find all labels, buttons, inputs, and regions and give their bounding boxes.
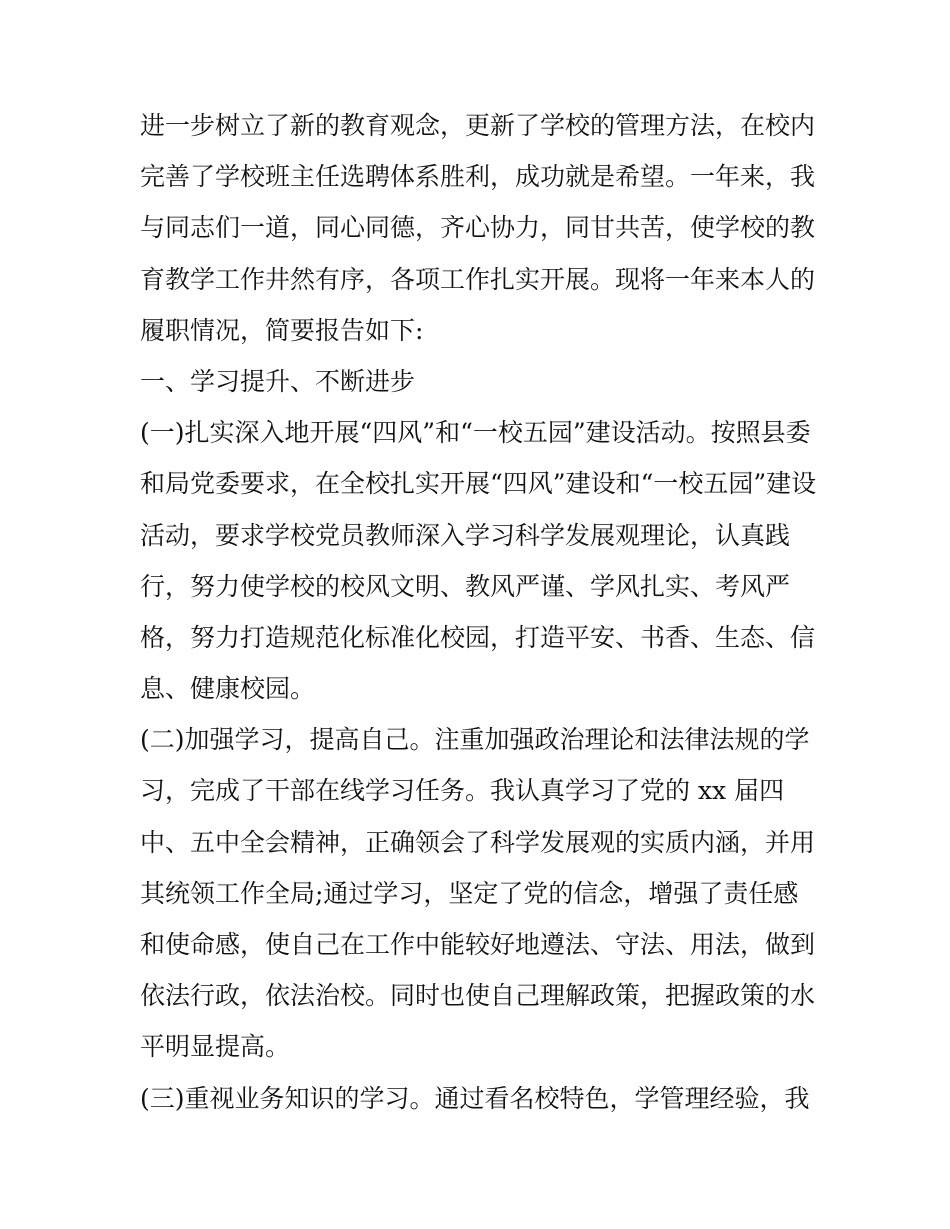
section-heading: 一、学习提升、不断进步 bbox=[140, 366, 416, 396]
text-line: 依法行政，依法治校。同时也使自己理解政策，把握政策的水 bbox=[140, 981, 816, 1011]
text-line: 平明显提高。 bbox=[140, 1032, 291, 1062]
text-line: 其统领工作全局;通过学习，坚定了党的信念，增强了责任感 bbox=[140, 878, 799, 908]
document-body bbox=[140, 100, 820, 1124]
text-line: (三)重视业务知识的学习。通过看名校特色，学管理经验，我 bbox=[140, 1083, 810, 1113]
text-line: 进一步树立了新的教育观念，更新了学校的管理方法，在校内 bbox=[140, 111, 816, 140]
text-line: 活动，要求学校党员教师深入学习科学发展观理论，认真践 bbox=[140, 520, 791, 550]
text-line: 中、五中全会精神，正确领会了科学发展观的实质内涵，并用 bbox=[140, 827, 816, 857]
text-line: 格，努力打造规范化标准化校园，打造平安、书香、生态、信 bbox=[140, 622, 816, 652]
text-line: 和局党委要求，在全校扎实开展“四风”建设和“一校五园”建设 bbox=[140, 469, 817, 499]
text-line: (二)加强学习，提高自己。注重加强政治理论和法律法规的学 bbox=[140, 725, 810, 755]
text-line: 行，努力使学校的校风文明、教风严谨、学风扎实、考风严 bbox=[140, 571, 791, 601]
text-line: 完善了学校班主任选聘体系胜利，成功就是希望。一年来，我 bbox=[140, 162, 816, 192]
text-line: 和使命感，使自己在工作中能较好地遵法、守法、用法，做到 bbox=[140, 930, 816, 959]
text-line: (一)扎实深入地开展“四风”和“一校五园”建设活动。按照县委 bbox=[140, 418, 811, 448]
text-line: 履职情况，简要报告如下: bbox=[140, 315, 424, 345]
text-line: 与同志们一道，同心同德，齐心协力，同甘共苦，使学校的教 bbox=[140, 213, 816, 243]
text-line: 育教学工作井然有序，各项工作扎实开展。现将一年来本人的 bbox=[140, 264, 816, 294]
text-line: 息、健康校园。 bbox=[140, 674, 316, 704]
text-line: 习，完成了干部在线学习任务。我认真学习了党的 xx 届四 bbox=[140, 776, 785, 806]
